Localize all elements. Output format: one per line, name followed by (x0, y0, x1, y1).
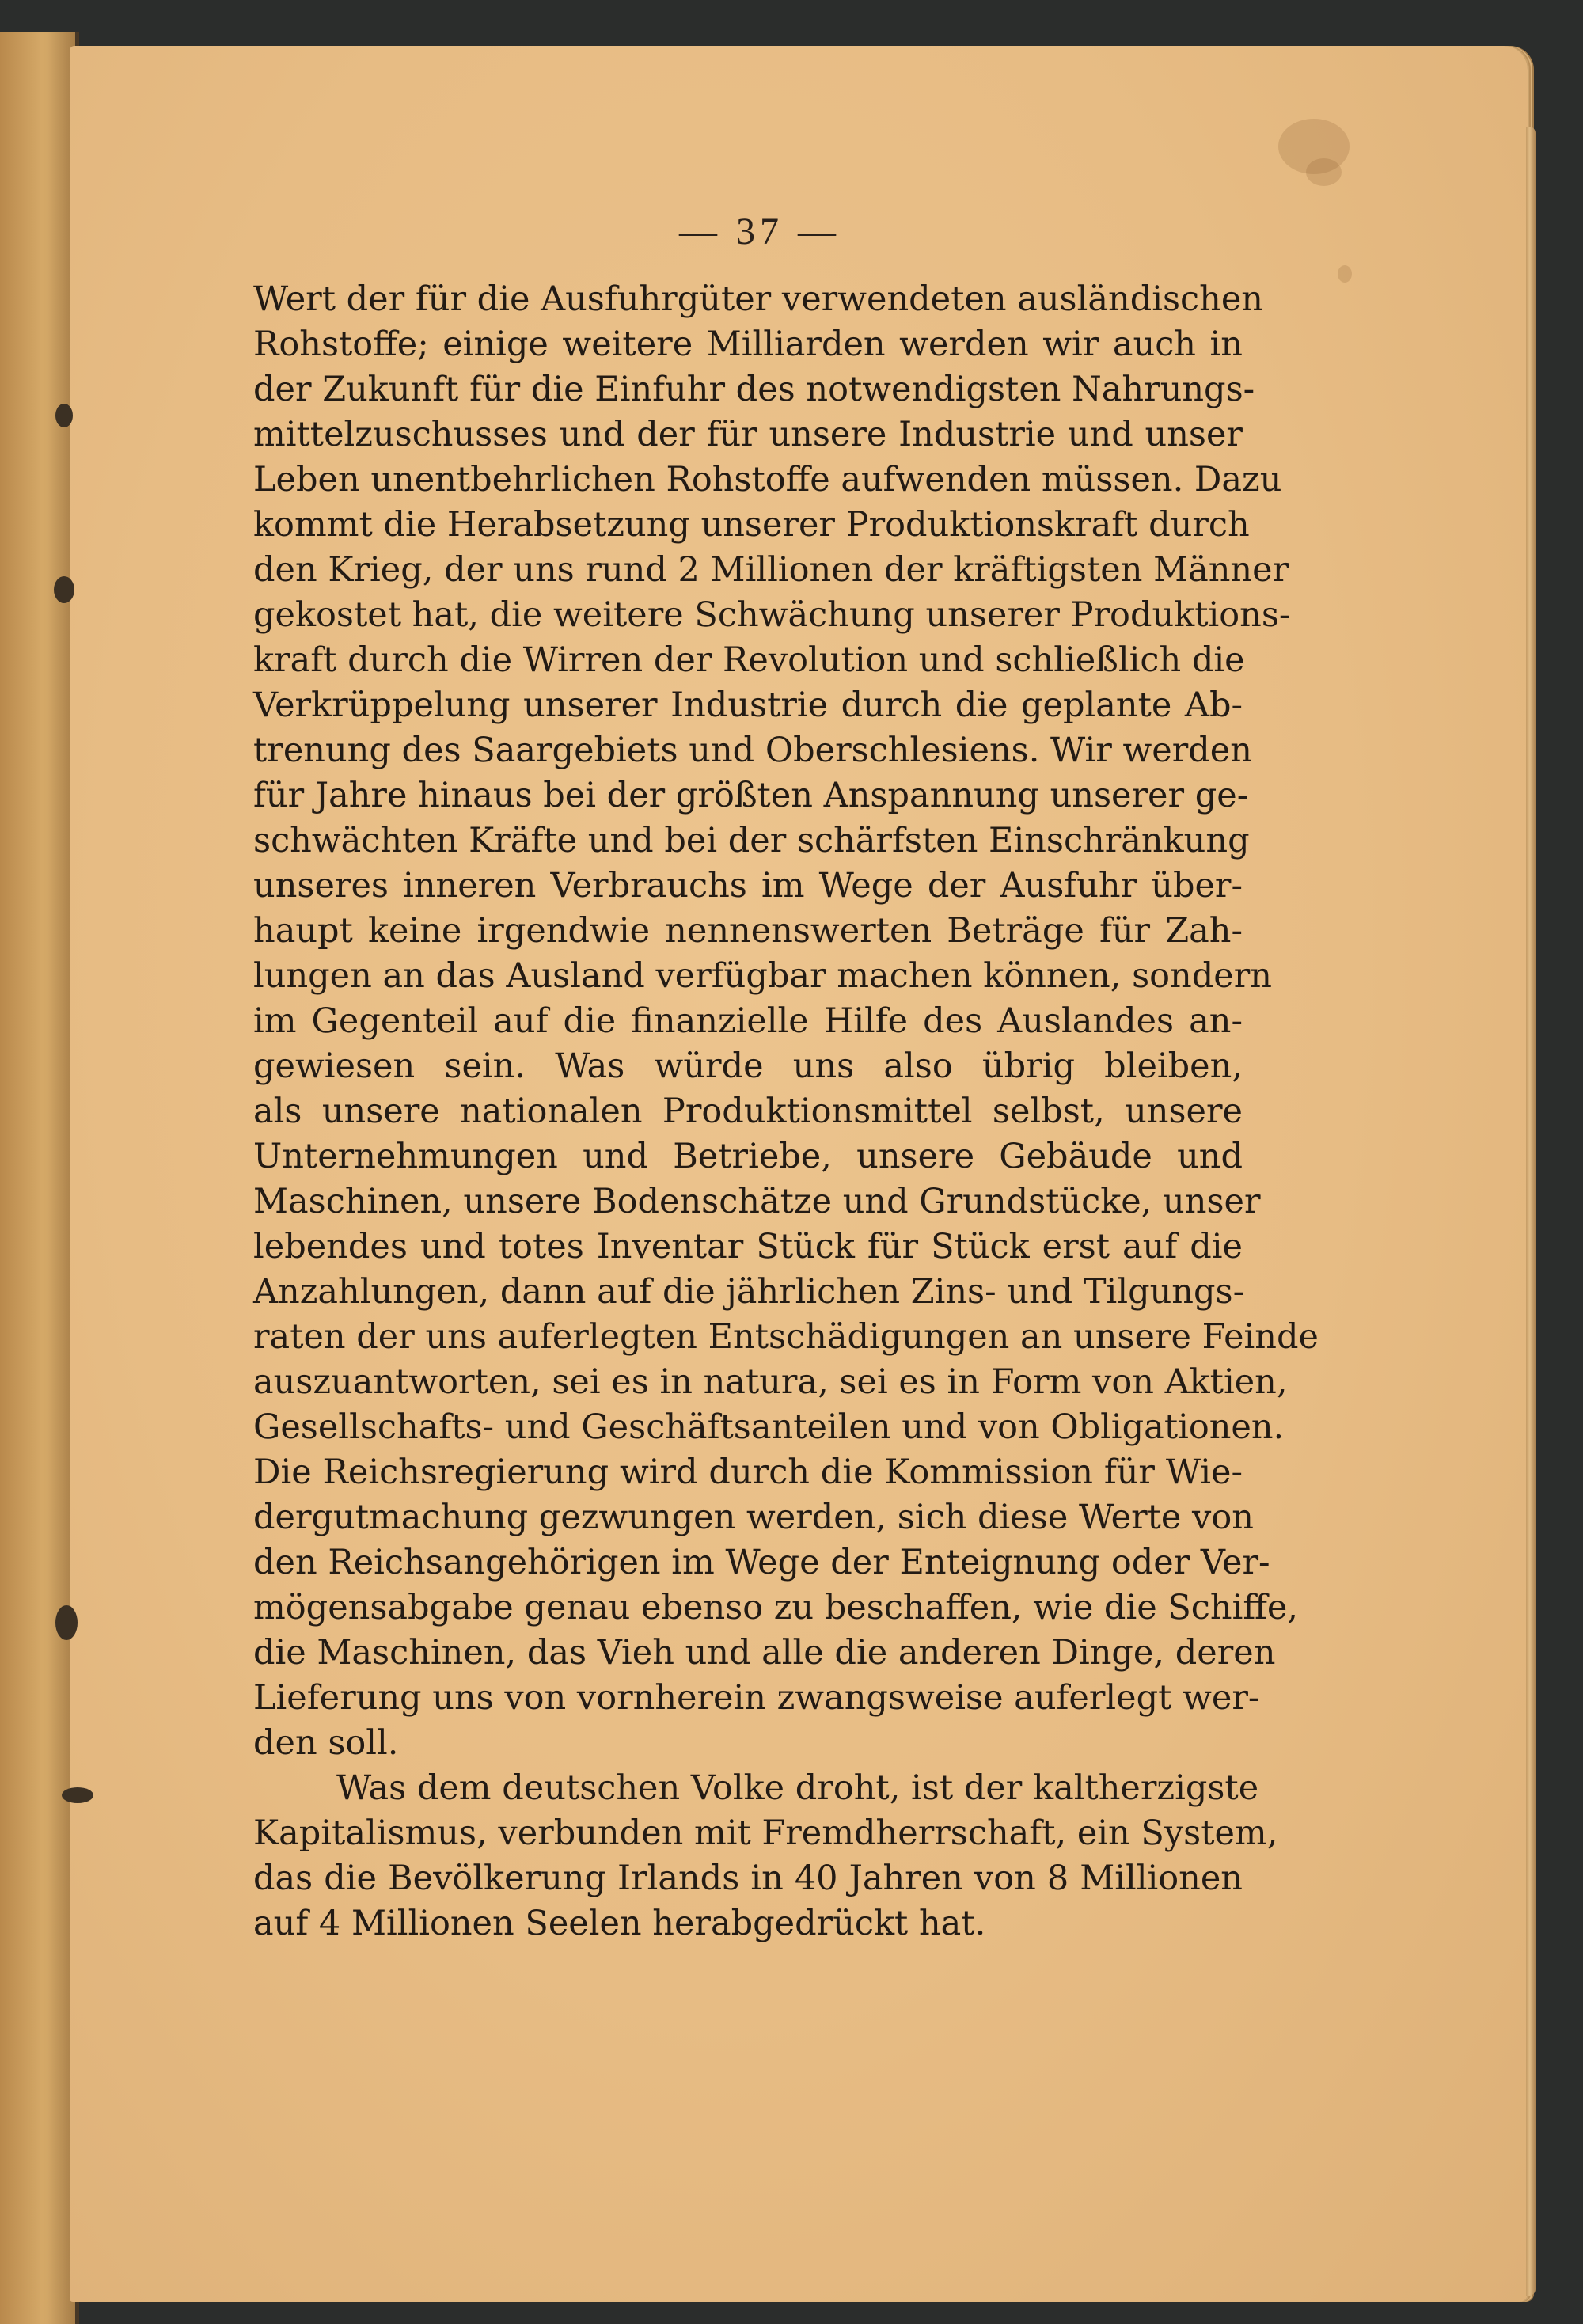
text-line: den Reichsangehörigen im Wege der Enteignung oder Ver- (253, 1543, 1270, 1582)
body-text (253, 277, 1319, 1946)
text-line: das die Bevölkerung Irlands in 40 Jahren von 8 Millionen (253, 1859, 1243, 1898)
text-line: Verkrüppelung unserer Industrie durch die geplante Ab- (253, 685, 1243, 725)
page-stack-edge (1526, 127, 1536, 2296)
text-line: Maschinen, unsere Bodenschätze und Grundstücke, unser (253, 1182, 1261, 1221)
text-line: Die Reichsregierung wird durch die Kommission für Wie- (253, 1452, 1243, 1492)
text-line: für Jahre hinaus bei der größten Anspannung unserer ge- (253, 776, 1249, 815)
text-line: schwächten Kräfte und bei der schärfsten Einschränkung (253, 821, 1250, 860)
text-line: Wert der für die Ausfuhrgüter verwendeten ausländischen (253, 279, 1263, 319)
paragraph (253, 1766, 1278, 1946)
text-line: Kapitalismus, verbunden mit Fremdherrschaft, ein System, (253, 1813, 1278, 1853)
text-line: mögensabgabe genau ebenso zu beschaffen, wie die Schiffe, (253, 1588, 1298, 1627)
text-line: mittelzuschusses und der für unsere Industrie und unser (253, 415, 1243, 454)
text-line: lebendes und totes Inventar Stück für Stück erst auf die (253, 1227, 1243, 1266)
text-line: die Maschinen, das Vieh und alle die anderen Dinge, deren (253, 1633, 1276, 1673)
text-line: gewiesen sein. Was würde uns also übrig bleiben, (253, 1046, 1243, 1086)
text-line: Was dem deutschen Volke droht, ist der kaltherzigste (336, 1768, 1259, 1808)
text-line: Gesellschafts- und Geschäftsanteilen und von Obligationen. (253, 1407, 1285, 1447)
text-line: Lieferung uns von vornherein zwangsweise auferlegt wer- (253, 1678, 1260, 1718)
text-line: den Krieg, der uns rund 2 Millionen der kräftigsten Männer (253, 550, 1289, 590)
text-line: den soll. (253, 1723, 399, 1763)
text-line: auszuantworten, sei es in natura, sei es in Form von Aktien, (253, 1362, 1288, 1402)
text-line: dergutmachung gezwungen werden, sich diese Werte von (253, 1498, 1254, 1537)
binding-hole (62, 1787, 93, 1803)
text-line: Anzahlungen, dann auf die jährlichen Zins- und Tilgungs- (253, 1272, 1245, 1312)
text-line: gekostet hat, die weitere Schwächung unserer Produktions- (253, 595, 1291, 635)
text-line: trenung des Saargebiets und Oberschlesiens. Wir werden (253, 731, 1252, 770)
paragraph (253, 277, 1319, 1766)
paper-stain (1338, 265, 1352, 283)
paper-stain (1306, 158, 1342, 186)
binding-hole (54, 576, 74, 603)
text-line: im Gegenteil auf die finanzielle Hilfe des Auslandes an- (253, 1001, 1243, 1041)
page-number: — 37 — (679, 211, 841, 253)
text-line: kraft durch die Wirren der Revolution und schließlich die (253, 640, 1245, 680)
text-line: auf 4 Millionen Seelen herabgedrückt hat. (253, 1904, 986, 1943)
binding-hole (55, 404, 73, 427)
text-line: lungen an das Ausland verfügbar machen können, sondern (253, 956, 1272, 996)
text-line: Rohstoffe; einige weitere Milliarden werden wir auch in (253, 325, 1243, 364)
text-line: als unsere nationalen Produktionsmittel selbst, unsere (253, 1092, 1243, 1131)
text-line: haupt keine irgendwie nennenswerten Beträge für Zah- (253, 911, 1243, 951)
text-line: kommt die Herabsetzung unserer Produktionskraft durch (253, 505, 1250, 545)
text-line: Unternehmungen und Betriebe, unsere Gebäude und (253, 1137, 1243, 1176)
text-line: Leben unentbehrlichen Rohstoffe aufwenden müssen. Dazu (253, 460, 1282, 499)
text-line: unseres inneren Verbrauchs im Wege der Ausfuhr über- (253, 866, 1243, 906)
binding-hole (55, 1605, 78, 1640)
text-line: der Zukunft für die Einfuhr des notwendigsten Nahrungs- (253, 370, 1255, 409)
text-line: raten der uns auferlegten Entschädigungen an unsere Feinde (253, 1317, 1319, 1357)
